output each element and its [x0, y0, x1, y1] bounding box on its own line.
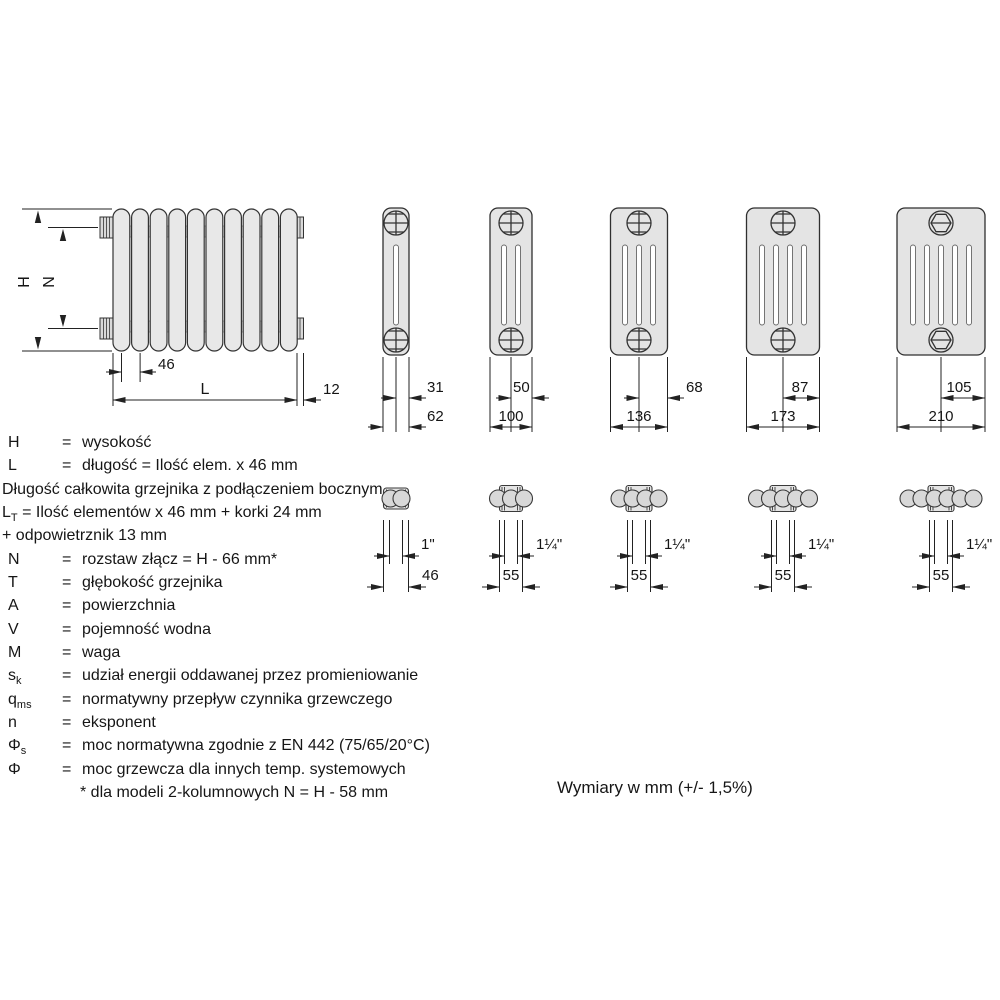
dim-label-H: H [16, 276, 33, 288]
legend-symbol: $q_{ms}$ [8, 690, 32, 711]
legend-symbol: A [8, 597, 19, 615]
legend-desc: głębokość grzejnika [82, 574, 223, 592]
legend-text: + odpowietrznik 13 mm [2, 527, 167, 545]
legend-row: M = waga [8, 641, 508, 664]
dimensions-note: Wymiary w mm (+/- 1,5%) [557, 778, 753, 797]
dim-label-half-depth: 105 [946, 379, 972, 396]
legend-symbol: $L_T$ [2, 504, 18, 525]
legend-symbol: H [8, 434, 20, 451]
side-view-4col [611, 208, 703, 432]
dim-label-connection: 1" [421, 536, 435, 553]
dim-label-N: N [41, 276, 58, 288]
dim-label-conn-pitch: 55 [630, 567, 648, 584]
top-view-4col [610, 486, 690, 593]
legend-row: T = głębokość grzejnika [8, 571, 508, 594]
legend-text: = Ilość elementów x 46 mm + korki 24 mm [22, 504, 322, 522]
legend-row [2, 524, 508, 547]
dim-label-conn-pitch: 55 [932, 567, 950, 584]
legend-footnote [2, 781, 508, 804]
legend-row [2, 478, 508, 501]
legend-desc: normatywny przepływ czynnika grzewczego [82, 690, 393, 708]
legend-symbol: V [8, 620, 19, 638]
legend-symbol: Φ [8, 760, 21, 778]
legend-row: N = rozstaw złącz = H - 66 mm* [8, 548, 508, 571]
legend-desc: długość = Ilość elem. x 46 mm [82, 457, 298, 475]
legend-symbol: M [8, 644, 22, 662]
legend-symbol: n [8, 714, 17, 732]
dim-label-conn-pitch: 46 [422, 567, 439, 584]
top-view-5col [749, 486, 835, 593]
legend-desc: rozstaw złącz = H - 66 mm* [82, 550, 278, 568]
legend-row: Φ = moc grzewcza dla innych temp. systemowych [8, 758, 508, 781]
side-view-2col [368, 208, 444, 432]
legend-row: n = eksponent [8, 711, 508, 734]
side-view-6col [897, 208, 985, 432]
legend-symbol: T [8, 574, 18, 592]
legend [2, 431, 508, 805]
legend-desc: powierzchnia [82, 597, 176, 615]
side-view-3col [490, 208, 549, 432]
legend-text: Długość całkowita grzejnika z podłączeniem bocznym [2, 480, 383, 498]
dim-label-half-depth: 50 [513, 379, 530, 396]
side-view-5col [747, 208, 820, 432]
dim-label-L: L [200, 381, 210, 398]
dim-label-half-depth: 87 [791, 379, 809, 396]
legend-desc: eksponent [82, 714, 156, 732]
legend-row: H = wysokość [8, 431, 508, 454]
dim-label-connection: 1¼" [664, 536, 691, 553]
dim-label-depth: 62 [427, 408, 444, 425]
dim-label-depth: 136 [626, 408, 652, 425]
legend-desc: moc grzewcza dla innych temp. systemowych [82, 760, 406, 778]
dim-label-connection: 1¼" [966, 536, 993, 553]
front-view [16, 209, 340, 406]
dim-label-depth: 210 [928, 408, 954, 425]
legend-desc: udział energii oddawanej przez promieniowanie [82, 667, 419, 685]
legend-row: L = długość = Ilość elem. x 46 mm [8, 454, 508, 477]
dim-label-connection: 1¼" [536, 536, 563, 553]
dim-label-half-depth: 31 [427, 379, 444, 396]
dim-label-half-depth: 68 [686, 379, 703, 396]
legend-symbol: N [8, 550, 20, 568]
legend-symbol: L [8, 457, 17, 475]
legend-row: $q_{ms}$ = normatywny przepływ czynnika grzewczego [8, 688, 508, 711]
dim-label-conn-pitch: 55 [774, 567, 792, 584]
dim-label-end-plug: 12 [323, 381, 340, 398]
legend-symbol: $\Phi_s$ [8, 737, 27, 758]
dim-label-pitch: 46 [158, 356, 175, 373]
legend-row: $s_k$ = udział energii oddawanej przez promieniowanie [8, 664, 508, 687]
legend-symbol: $s_k$ [8, 667, 22, 688]
dim-label-depth: 100 [498, 408, 524, 425]
legend-desc: moc normatywna zgodnie z EN 442 (75/65/20°C) [82, 737, 430, 755]
dim-height [22, 209, 112, 351]
legend-row [2, 501, 508, 524]
legend-text: * dla modeli 2-kolumnowych N = H - 58 mm [80, 784, 389, 802]
top-view-6col [900, 486, 992, 593]
legend-row: V = pojemność wodna [8, 618, 508, 641]
dim-label-conn-pitch: 55 [502, 567, 520, 584]
legend-desc: pojemność wodna [82, 620, 211, 638]
dim-label-depth: 173 [770, 408, 796, 425]
legend-desc: waga [82, 644, 121, 662]
legend-desc: wysokość [82, 434, 152, 451]
legend-row: A = powierzchnia [8, 594, 508, 617]
dim-end-plug [304, 353, 322, 406]
dim-label-connection: 1¼" [808, 536, 835, 553]
legend-row: $\Phi_s$ = moc normatywna zgodnie z EN 442 (75/65/20°C) [8, 734, 508, 757]
